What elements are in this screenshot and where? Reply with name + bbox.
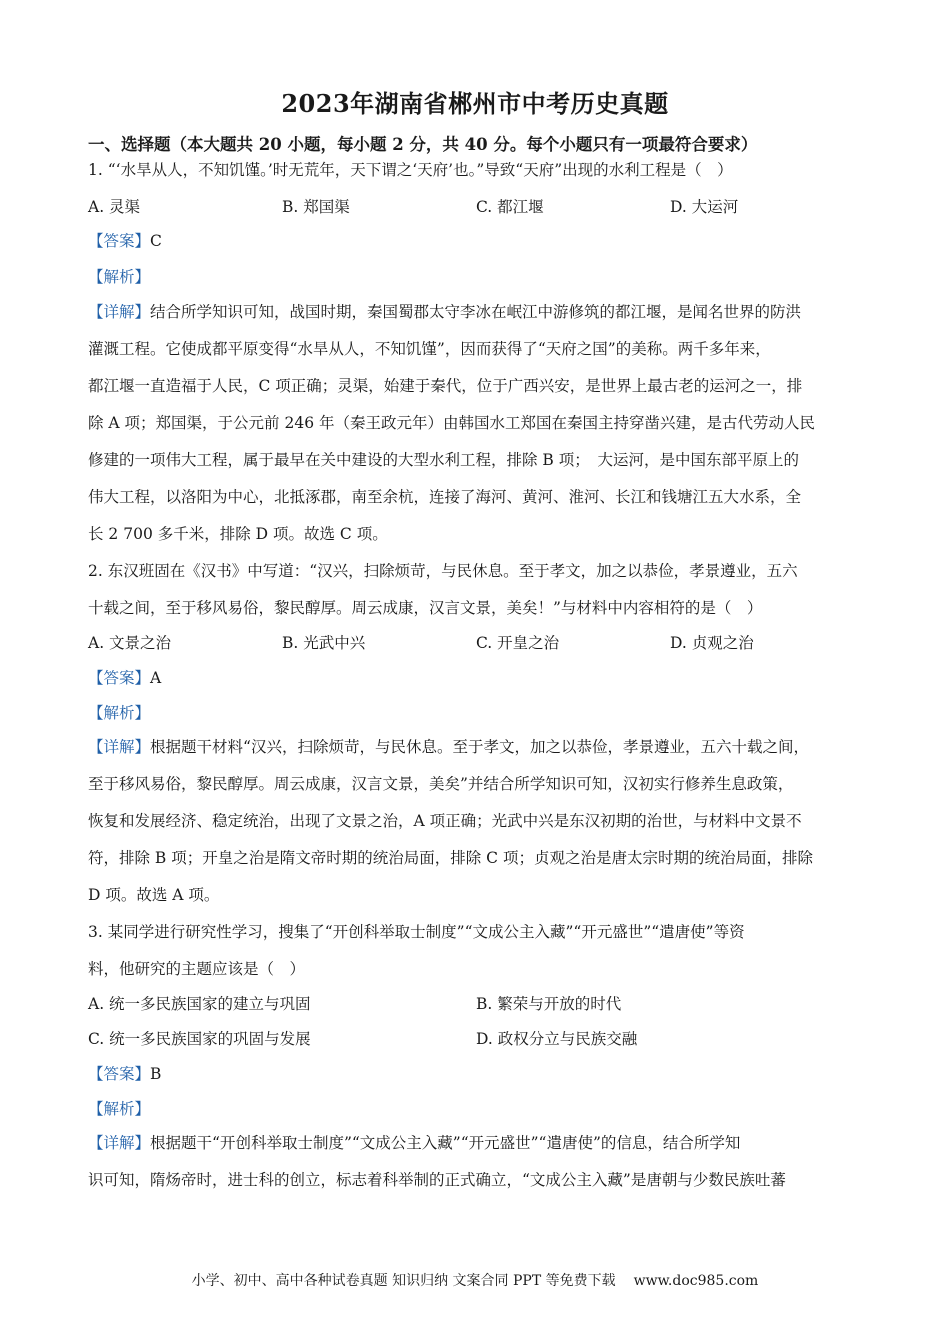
q3-stem-line: 料，他研究的主题应该是（ ） — [88, 960, 306, 978]
q2-option-c: C. 开皇之治 — [476, 634, 560, 652]
page-footer — [0, 1270, 950, 1290]
q1-option-c: C. 都江堰 — [476, 198, 544, 216]
analysis-label: 【解析】 — [88, 268, 151, 286]
q1-detail-line: 长 2 700 多千米，排除 D 项。故选 C 项。 — [88, 525, 388, 543]
page-title: 2023年湖南省郴州市中考历史真题 — [281, 89, 669, 118]
answer-value: B — [150, 1065, 162, 1083]
footer-text: 小学、初中、高中各种试卷真题 知识归纳 文案合同 PPT 等免费下载 — [191, 1273, 616, 1289]
q2-option-d: D. 贞观之治 — [670, 634, 754, 652]
q1-detail-line — [88, 302, 801, 322]
q2-detail-line — [88, 737, 809, 757]
q2-detail-line: 符，排除 B 项；开皇之治是隋文帝时期的统治局面，排除 C 项；贞观之治是唐太宗时期的统治局面，排除 — [88, 849, 813, 867]
q1-detail-line: 都江堰一直造福于人民，C 项正确；灵渠，始建于秦代，位于广西兴安，是世界上最古老的运河之一，排 — [88, 377, 803, 395]
q3-option-d: D. 政权分立与民族交融 — [476, 1030, 638, 1048]
q3-answer — [88, 1064, 161, 1084]
q2-answer — [88, 668, 161, 688]
answer-label: 【答案】 — [88, 669, 151, 687]
q3-detail-line — [88, 1133, 740, 1153]
analysis-label: 【解析】 — [88, 704, 151, 722]
q2-option-a: A. 文景之治 — [88, 634, 172, 652]
q2-detail-line: 恢复和发展经济、稳定统治，出现了文景之治，A 项正确；光武中兴是东汉初期的治世，与材料中文景不 — [88, 812, 802, 830]
q2-analysis-label — [88, 703, 150, 723]
answer-value: A — [150, 669, 162, 687]
detail-label: 【详解】 — [88, 303, 151, 321]
q1-detail-line: 灌溉工程。它使成都平原变得“水旱从人，不知饥馑”，因而获得了“天府之国”的美称。两千多年来， — [88, 340, 771, 358]
answer-label: 【答案】 — [88, 232, 151, 250]
q1-option-b: B. 郑国渠 — [282, 198, 350, 216]
q3-option-a: A. 统一多民族国家的建立与巩固 — [88, 995, 311, 1013]
q1-detail-line: 修建的一项伟大工程，属于最早在关中建设的大型水利工程，排除 B 项； 大运河，是中国东部平原上的 — [88, 451, 799, 469]
detail-text: 根据题干“开创科举取士制度”“文成公主入藏”“开元盛世”“遣唐使”的信息，结合所学知 — [150, 1134, 741, 1152]
q3-option-b: B. 繁荣与开放的时代 — [476, 995, 622, 1013]
analysis-label: 【解析】 — [88, 1100, 151, 1118]
answer-label: 【答案】 — [88, 1065, 151, 1083]
q2-detail-line: 至于移风易俗，黎民醇厚。周云成康，汉言文景，美矣”并结合所学知识可知，汉初实行修养生息政策， — [88, 775, 794, 793]
q3-stem-line: 3. 某同学进行研究性学习，搜集了“开创科举取士制度”“文成公主入藏”“开元盛世”“遣唐使”等资 — [88, 923, 745, 941]
detail-text: 根据题干材料“汉兴，扫除烦苛，与民休息。至于孝文，加之以恭俭，孝景遵业，五六十载之间， — [150, 738, 809, 756]
q2-detail-line: D 项。故选 A 项。 — [88, 886, 220, 904]
q1-stem: 1. “‘水旱从人，不知饥馑。’时无荒年，天下谓之‘天府’也。”导致“天府”出现的水利工程是（ ） — [88, 161, 733, 179]
detail-text: 结合所学知识可知，战国时期，秦国蜀郡太守李冰在岷江中游修筑的都江堰，是闻名世界的防洪 — [150, 303, 802, 321]
q1-detail-line: 伟大工程，以洛阳为中心，北抵涿郡，南至余杭，连接了海河、黄河、淮河、长江和钱塘江五大水系，全 — [88, 488, 802, 506]
answer-value: C — [150, 232, 162, 250]
q2-option-b: B. 光武中兴 — [282, 634, 366, 652]
q1-answer — [88, 231, 162, 251]
q1-option-d: D. 大运河 — [670, 198, 739, 216]
detail-label: 【详解】 — [88, 738, 151, 756]
q1-analysis-label — [88, 267, 150, 287]
q3-option-c: C. 统一多民族国家的巩固与发展 — [88, 1030, 311, 1048]
q2-stem-line: 十载之间，至于移风易俗，黎民醇厚。周云成康，汉言文景，美矣！”与材料中内容相符的是（ ） — [88, 599, 763, 617]
q1-detail-line: 除 A 项；郑国渠，于公元前 246 年（秦王政元年）由韩国水工郑国在秦国主持穿凿兴建，是古代劳动人民 — [88, 414, 815, 432]
q2-stem-line: 2. 东汉班固在《汉书》中写道：“汉兴，扫除烦苛，与民休息。至于孝文，加之以恭俭，孝景遵业，五六 — [88, 562, 798, 580]
q1-option-a: A. 灵渠 — [88, 198, 141, 216]
q3-analysis-label — [88, 1099, 150, 1119]
footer-url[interactable]: www.doc985.com — [633, 1273, 759, 1289]
section-heading: 一、选择题（本大题共 20 小题，每小题 2 分，共 40 分。每个小题只有一项最符合要求） — [88, 135, 758, 154]
q3-detail-line: 识可知，隋炀帝时，进士科的创立，标志着科举制的正式确立，“文成公主入藏”是唐朝与少数民族吐蕃 — [88, 1171, 786, 1189]
detail-label: 【详解】 — [88, 1134, 151, 1152]
